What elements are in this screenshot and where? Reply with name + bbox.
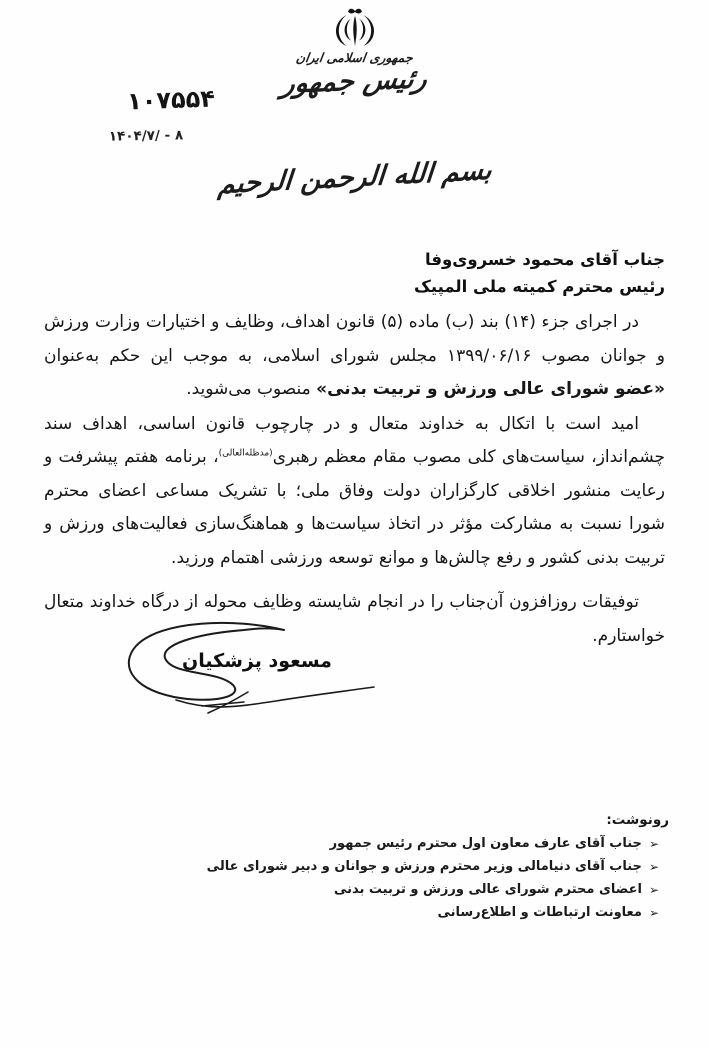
- arrow-bullet-icon: ➢: [648, 860, 659, 874]
- paragraph-text: ، برنامه هفتم پیشرفت و رعایت منشور اخلاقی کارگزاران دولت وفاق ملی؛ با تشریک مساعی اعضای محترم شورا نسبت به مشارکت مؤثر در اتخاذ سیاست‌ها و هماهنگ‌سازی فعالیت‌های ورزش و تربیت بدنی کشور و رفع چالش‌ها و موانع توسعه ورزشی اهتمام ورزید.: [44, 447, 665, 568]
- cc-item-text: اعضای محترم شورای عالی ورزش و تربیت بدنی: [333, 882, 642, 897]
- body-paragraph-hopes: [44, 408, 665, 576]
- cc-item: [207, 878, 659, 901]
- letter-body: [44, 306, 665, 653]
- recipient-block: [414, 246, 665, 300]
- recipient-name: جناب آقای محمود خسروی‌وفا: [425, 250, 665, 269]
- cc-item-text: جناب آقای عارف معاون اول محترم رئیس جمهور: [329, 836, 642, 851]
- paragraph-text: امید است با اتکال به خداوند متعال و در چارچوب قانون اساسی، اهداف سند چشم‌انداز، سیاست‌های کلی مصوب مقام معظم رهبری: [44, 413, 665, 467]
- body-paragraph-appointment: [44, 306, 665, 407]
- cc-item-text: جناب آقای دنیامالی وزیر محترم ورزش و جوانان و دبیر شورای عالی: [206, 859, 642, 874]
- cc-item: [207, 901, 659, 924]
- cc-item: [207, 832, 659, 855]
- letterhead-country: جمهوری اسلامی ایران: [295, 50, 414, 65]
- bismillah-calligraphy: بسم الله الرحمن الرحیم: [216, 154, 494, 201]
- honorific-superscript: (مدظله‌العالی): [218, 448, 273, 459]
- cc-item: [207, 855, 659, 878]
- reference-date: ۱۴۰۴/۷/ - ۸: [108, 127, 184, 145]
- recipient-title: رئیس محترم کمیته ملی المپیک: [414, 277, 665, 296]
- signature-block: [116, 614, 386, 719]
- cc-section: [207, 812, 669, 924]
- arrow-bullet-icon: ➢: [648, 837, 659, 851]
- arrow-bullet-icon: ➢: [648, 906, 659, 920]
- body-paragraph-closing: توفیقات روزافزون آن‌جناب را در انجام شایسته وظایف محوله از درگاه خداوند متعال خواستارم.: [44, 592, 665, 646]
- arrow-bullet-icon: ➢: [648, 883, 659, 897]
- cc-heading: رونوشت:: [606, 812, 669, 828]
- letterhead-office: رئیس جمهور: [279, 63, 430, 100]
- signer-name: مسعود پزشکیان: [182, 650, 332, 672]
- cc-item-text: معاونت ارتباطات و اطلاع‌رسانی: [437, 905, 642, 920]
- appointment-title: «عضو شورای عالی ورزش و تربیت بدنی»: [316, 379, 665, 399]
- paragraph-text: در اجرای جزء (۱۴) بند (ب) ماده (۵) قانون اهداف، وظایف و اختیارات وزارت ورزش و جوانان مصوب ۱۳۹۹/۰۶/۱۶ مجلس شورای اسلامی، به موجب این حکم به‌عنوان: [44, 312, 665, 366]
- iran-emblem-icon: [330, 6, 380, 52]
- reference-number: ۱۰۷۵۵۴: [126, 84, 216, 116]
- cc-list: [207, 832, 669, 924]
- paragraph-text: منصوب می‌شوید.: [186, 379, 317, 399]
